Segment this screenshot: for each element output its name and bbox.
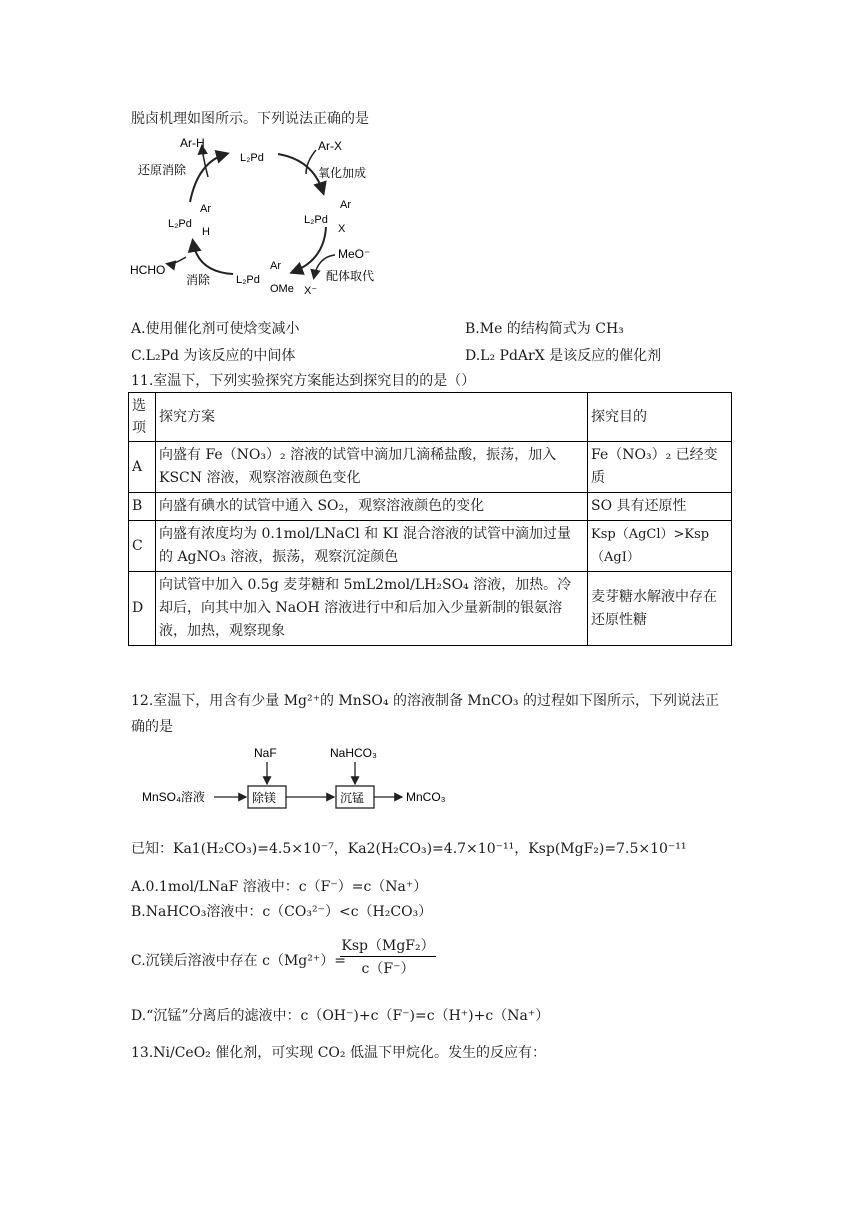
svg-text:OMe: OMe	[270, 283, 294, 295]
meo-label: MeO⁻	[338, 247, 371, 261]
elimination-label: 消除	[186, 273, 211, 287]
q10-option-b: B.Me 的结构简式为 CH₃	[465, 321, 624, 337]
ar-h-label: Ar-H	[180, 136, 205, 150]
fraction-numerator: Ksp（MgF₂）	[341, 938, 435, 954]
x-minus-label: X⁻	[304, 285, 318, 297]
svg-text:除镁: 除镁	[252, 791, 277, 805]
svg-text:沉锰: 沉锰	[340, 791, 365, 805]
process-flow-diagram	[140, 742, 470, 812]
catalytic-cycle-diagram	[128, 132, 398, 307]
ar-x-label: Ar-X	[318, 139, 342, 153]
q12-known: 已知：Ka1(H₂CO₃)=4.5×10⁻⁷，Ka2(H₂CO₃)=4.7×10⁻¹¹，Ksp(MgF₂)=7.5×10⁻¹¹	[131, 841, 687, 857]
l2pd-top-label: L₂Pd	[240, 152, 264, 164]
q13-stem: 13.Ni/CeO₂ 催化剂，可实现 CO₂ 低温下甲烷化。发生的反应有：	[131, 1045, 546, 1061]
q12-option-c: C.沉镁后溶液中存在 c（Mg²⁺）=	[131, 953, 346, 969]
q12-stem-line2: 确的是	[131, 719, 173, 735]
svg-text:L₂Pd: L₂Pd	[304, 214, 328, 226]
q12-option-d: D.“沉锰”分离后的滤液中：c（OH⁻)+c（F⁻)=c（H⁺)+c（Na⁺）	[131, 1008, 550, 1024]
fraction-denominator: c（F⁻）	[361, 961, 415, 977]
flow-end: MnCO₃	[406, 790, 446, 804]
q12-option-c-fraction	[340, 935, 436, 978]
table-header-row	[129, 393, 732, 442]
q11-stem: 11.室温下，下列实验探究方案能达到探究目的的是（）	[131, 373, 476, 389]
flow-start: MnSO₄溶液	[142, 790, 205, 804]
q10-option-c: C.L₂Pd 为该反应的中间体	[131, 348, 296, 364]
svg-text:X: X	[338, 223, 346, 235]
svg-text:L₂Pd: L₂Pd	[236, 274, 260, 286]
q12-option-a: A.0.1mol/LNaF 溶液中：c（F⁻）=c（Na⁺）	[131, 879, 428, 895]
q12-stem-line1: 12.室温下，用含有少量 Mg²⁺的 MnSO₄ 的溶液制备 MnCO₃ 的过程如下图所示，下列说法正	[131, 693, 719, 709]
svg-text:Ar: Ar	[270, 260, 281, 272]
table-row: C 向盛有浓度均为 0.1mol/LNaCl 和 KI 混合溶液的试管中滴加过量的 AgNO₃ 溶液，振荡，观察沉淀颜色 Ksp（AgCl）>Ksp（AgI）	[129, 521, 732, 572]
intro-line: 脱卤机理如图所示。下列说法正确的是	[131, 111, 369, 127]
header-goal: 探究目的	[588, 393, 732, 442]
svg-text:H: H	[202, 226, 210, 238]
hcho-label: HCHO	[130, 263, 166, 277]
header-plan: 探究方案	[156, 393, 588, 442]
svg-text:L₂Pd: L₂Pd	[168, 218, 192, 230]
table-row: B 向盛有碘水的试管中通入 SO₂，观察溶液颜色的变化 SO 具有还原性	[129, 493, 732, 521]
header-option: 选项	[129, 393, 156, 442]
svg-text:Ar: Ar	[200, 203, 211, 215]
flow-reagent-naf: NaF	[254, 746, 277, 760]
q10-option-a: A.使用催化剂可使焓变减小	[131, 321, 300, 337]
flow-reagent-nahco3: NaHCO₃	[330, 746, 377, 760]
oxidative-add-label: 氧化加成	[318, 166, 367, 180]
table-row: D 向试管中加入 0.5g 麦芽糖和 5mL2mol/LH₂SO₄ 溶液，加热。冷却后，向其中加入 NaOH 溶液进行中和后加入少量新制的银氨溶液，加热，观察现象 麦芽糖水解液中存在还原性糖	[129, 572, 732, 646]
table-row: A 向盛有 Fe（NO₃）₂ 溶液的试管中滴加几滴稀盐酸，振荡，加入 KSCN 溶液，观察溶液颜色变化 Fe（NO₃）₂ 已经变质	[129, 442, 732, 493]
svg-text:Ar: Ar	[340, 199, 351, 211]
ligand-sub-label: 配体取代	[326, 269, 375, 283]
q12-option-b: B.NaHCO₃溶液中：c（CO₃²⁻）<c（H₂CO₃）	[131, 904, 433, 920]
q10-option-d: D.L₂ PdArX 是该反应的催化剂	[465, 348, 662, 364]
q11-table	[128, 392, 732, 646]
reductive-elim-label: 还原消除	[138, 163, 187, 177]
